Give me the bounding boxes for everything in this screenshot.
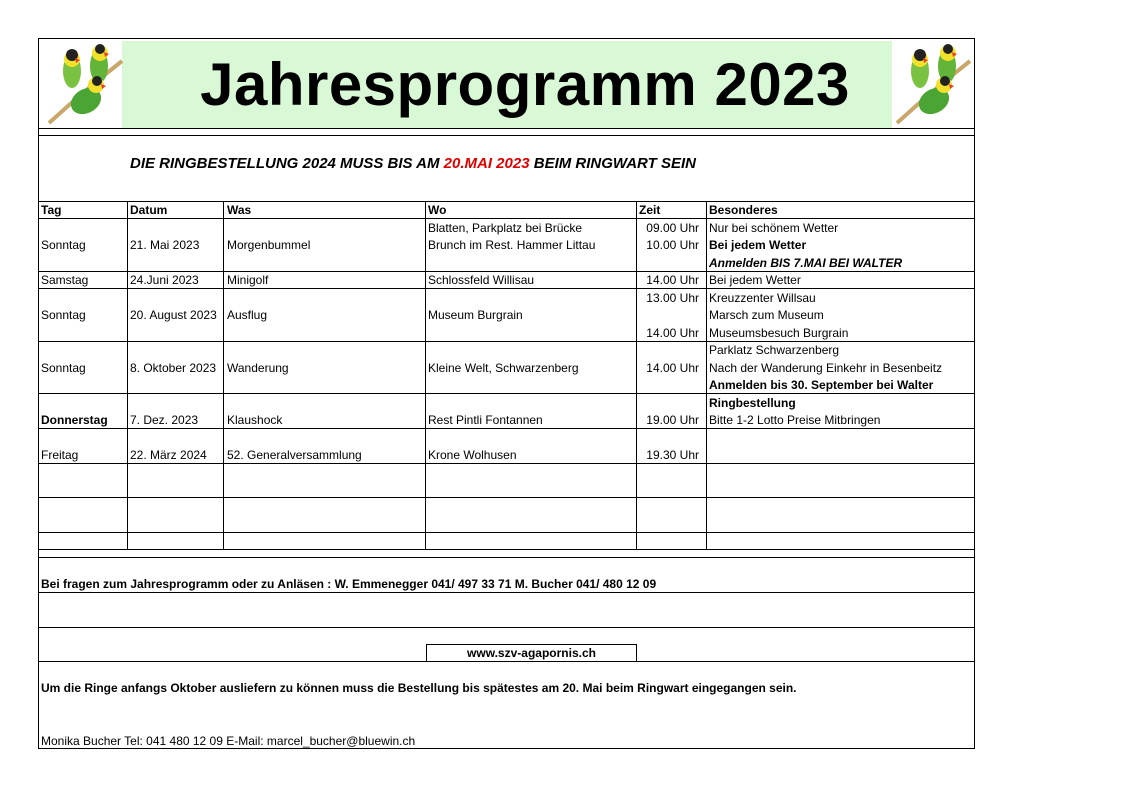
row1-wo-2: Brunch im Rest. Hammer Littau <box>428 238 596 252</box>
header-besonderes: Besonderes <box>709 203 778 217</box>
row3-wo: Museum Burgrain <box>428 308 523 322</box>
header-tag: Tag <box>41 203 62 217</box>
notice-deadline: 20.MAI 2023 <box>443 155 530 172</box>
row1-besonderes-3: Anmelden BIS 7.MAI BEI WALTER <box>709 256 903 270</box>
row3-zeit-2: 14.00 Uhr <box>646 326 699 340</box>
row2-zeit: 14.00 Uhr <box>646 273 699 287</box>
row1-tag: Sonntag <box>41 238 86 252</box>
row3-besonderes-2: Marsch zum Museum <box>709 308 824 322</box>
header-datum: Datum <box>130 203 168 217</box>
row5-was: Klaushock <box>227 413 283 427</box>
row6-datum: 22. März 2024 <box>130 448 207 462</box>
row1-was: Morgenbummel <box>227 238 311 252</box>
header-was: Was <box>227 203 252 217</box>
row6-tag: Freitag <box>41 448 79 462</box>
row4-zeit: 14.00 Uhr <box>646 361 699 375</box>
row1-besonderes-1: Nur bei schönem Wetter <box>709 221 839 235</box>
row6-wo: Krone Wolhusen <box>428 448 517 462</box>
row2-tag: Samstag <box>41 273 89 287</box>
row5-datum: 7. Dez. 2023 <box>130 413 199 427</box>
ring-order-notice: DIE RINGBESTELLUNG 2024 MUSS BIS AM 20.MAI 2023 BEIM RINGWART SEIN <box>130 155 696 172</box>
row4-was: Wanderung <box>227 361 289 375</box>
row3-besonderes-3: Museumsbesuch Burgrain <box>709 326 849 340</box>
row4-besonderes-1: Parklatz Schwarzenberg <box>709 343 840 357</box>
lovebirds-icon <box>44 41 124 127</box>
header-wo: Wo <box>428 203 447 217</box>
row4-tag: Sonntag <box>41 361 86 375</box>
row6-was: 52. Generalversammlung <box>227 448 362 462</box>
row3-zeit-1: 13.00 Uhr <box>646 291 699 305</box>
sender-info: Monika Bucher Tel: 041 480 12 09 E-Mail: marcel_bucher@bluewin.ch <box>41 734 416 748</box>
row5-tag: Donnerstag <box>41 413 108 427</box>
row2-was: Minigolf <box>227 273 269 287</box>
row1-besonderes-2: Bei jedem Wetter <box>709 238 807 252</box>
contact-info: Bei fragen zum Jahresprogramm oder zu Anläsen : W. Emmenegger 041/ 497 33 71 M. Bucher 041/ 480 12 09 <box>41 577 657 591</box>
row1-zeit-1: 09.00 Uhr <box>646 221 699 235</box>
row4-datum: 8. Oktober 2023 <box>130 361 217 375</box>
row1-zeit-2: 10.00 Uhr <box>646 238 699 252</box>
row4-besonderes-2: Nach der Wanderung Einkehr in Besenbeitz <box>709 361 943 375</box>
row5-besonderes-2: Bitte 1-2 Lotto Preise Mitbringen <box>709 413 881 427</box>
row1-datum: 21. Mai 2023 <box>130 238 200 252</box>
row4-wo: Kleine Welt, Schwarzenberg <box>428 361 579 375</box>
row3-was: Ausflug <box>227 308 268 322</box>
row1-wo-1: Blatten, Parkplatz bei Brücke <box>428 221 583 235</box>
page-title: Jahresprogramm 2023 <box>200 51 850 118</box>
row3-besonderes-1: Kreuzzenter Willsau <box>709 291 816 305</box>
row5-zeit: 19.00 Uhr <box>646 413 699 427</box>
row3-tag: Sonntag <box>41 308 86 322</box>
row2-besonderes: Bei jedem Wetter <box>709 273 801 287</box>
row4-besonderes-3: Anmelden bis 30. September bei Walter <box>709 378 934 392</box>
row3-datum: 20. August 2023 <box>130 308 217 322</box>
row5-besonderes-1: Ringbestellung <box>709 396 796 410</box>
row5-wo: Rest Pintli Fontannen <box>428 413 543 427</box>
row2-wo: Schlossfeld Willisau <box>428 273 535 287</box>
ring-delivery-note: Um die Ringe anfangs Oktober ausliefern zu können muss die Bestellung bis spätestes am 20. Mai beim Ringwart eingegangen sein. <box>41 681 797 695</box>
row2-datum: 24.Juni 2023 <box>130 273 199 287</box>
header-zeit: Zeit <box>639 203 661 217</box>
row6-zeit: 19.30 Uhr <box>646 448 699 462</box>
website-link[interactable]: www.szv-agapornis.ch <box>426 644 637 662</box>
